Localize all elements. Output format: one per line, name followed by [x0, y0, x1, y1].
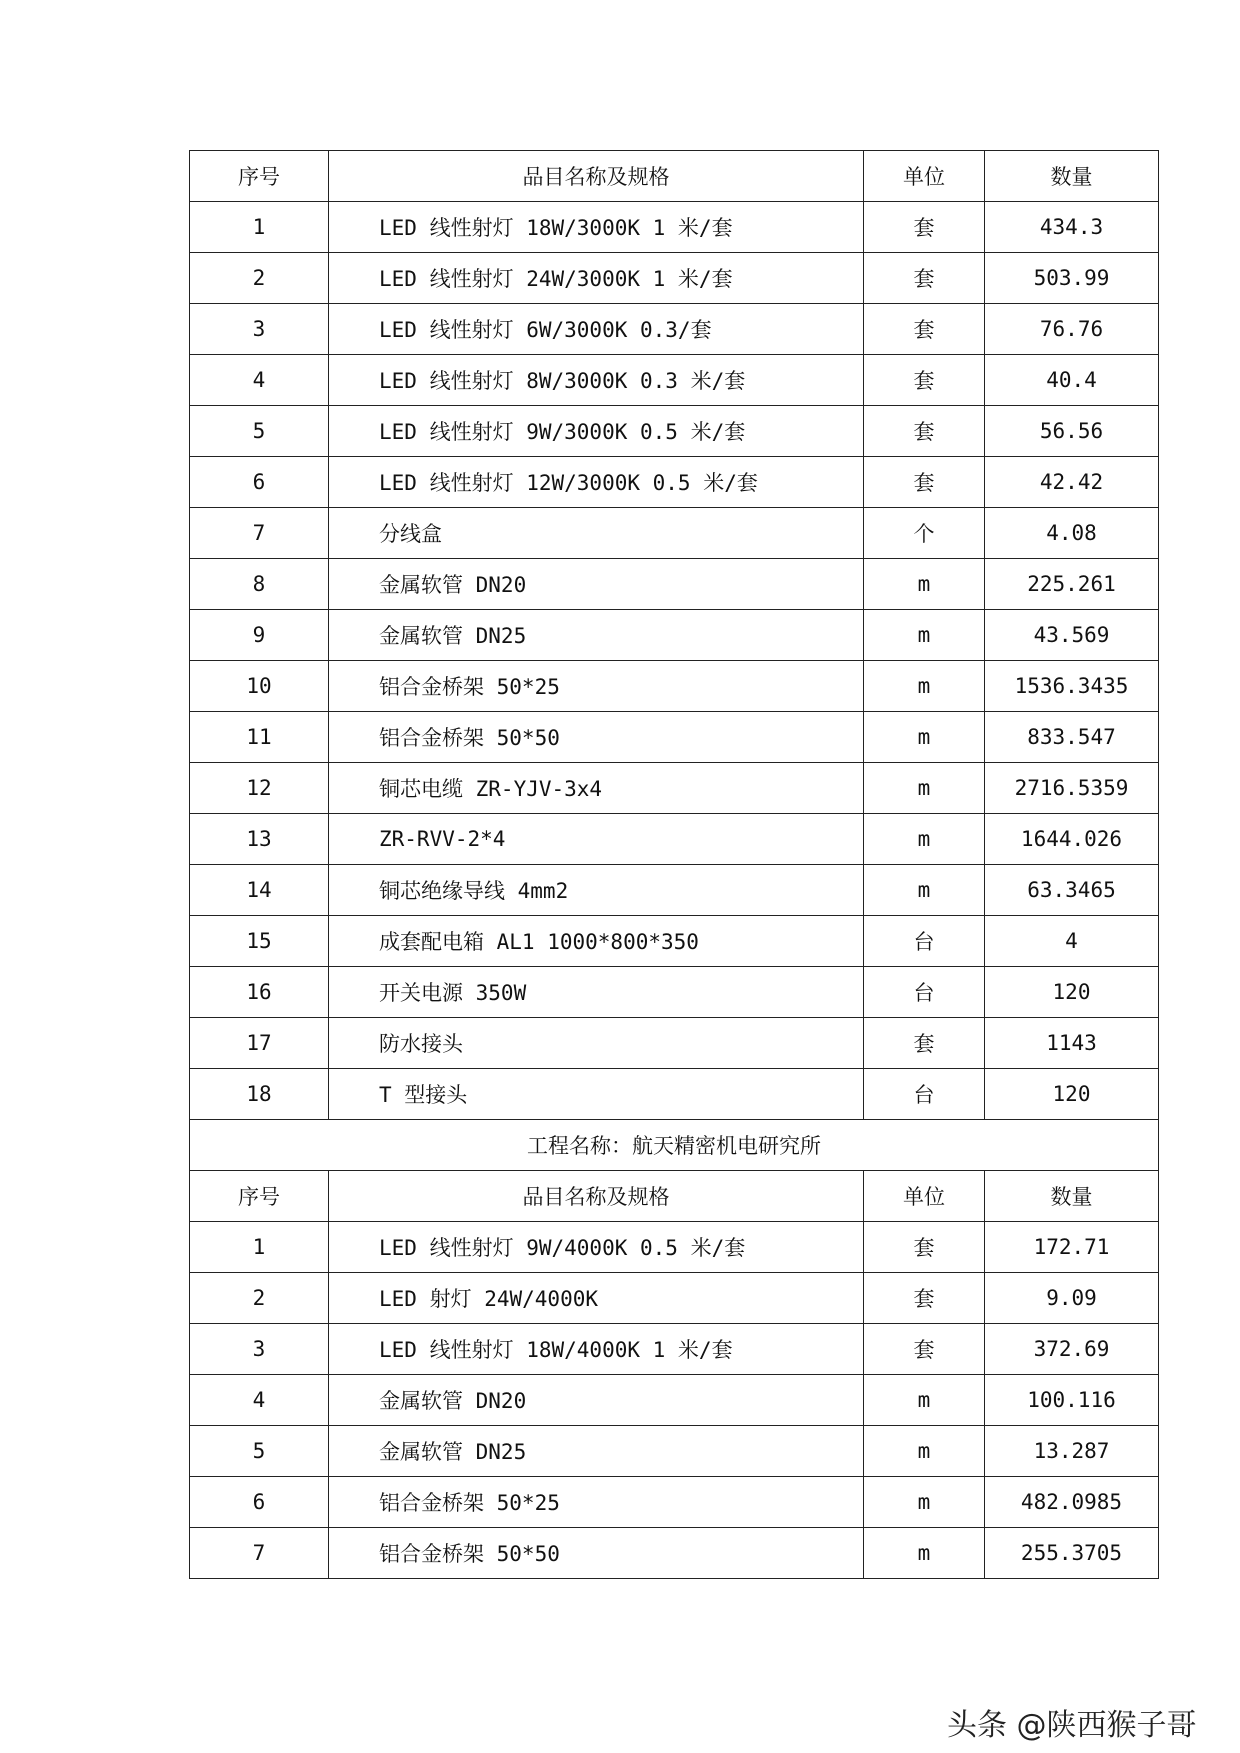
row-seq: 16: [190, 967, 329, 1018]
row-name: LED 线性射灯 24W/3000K 1 米/套: [329, 253, 864, 304]
table-row: [190, 1375, 1159, 1426]
row-seq: 1: [190, 1222, 329, 1273]
row-unit: 套: [864, 253, 985, 304]
row-seq: 8: [190, 559, 329, 610]
row-qty: 372.69: [985, 1324, 1159, 1375]
row-qty: 833.547: [985, 712, 1159, 763]
row-qty: 120: [985, 1069, 1159, 1120]
row-qty: 4: [985, 916, 1159, 967]
row-name: 金属软管 DN20: [329, 1375, 864, 1426]
row-qty: 2716.5359: [985, 763, 1159, 814]
table-row: [190, 202, 1159, 253]
row-unit: 台: [864, 916, 985, 967]
row-unit: m: [864, 661, 985, 712]
row-name: LED 线性射灯 8W/3000K 0.3 米/套: [329, 355, 864, 406]
table-row: [190, 406, 1159, 457]
table-header-row-2: [190, 1171, 1159, 1222]
row-seq: 10: [190, 661, 329, 712]
row-seq: 4: [190, 1375, 329, 1426]
row-unit: m: [864, 610, 985, 661]
watermark-text: 头条 @陕西猴子哥: [947, 1708, 1197, 1743]
row-name: 开关电源 350W: [329, 967, 864, 1018]
header-unit: 单位: [864, 1171, 985, 1222]
table-row: [190, 661, 1159, 712]
row-unit: m: [864, 865, 985, 916]
row-seq: 7: [190, 1528, 329, 1579]
header-qty: 数量: [985, 1171, 1159, 1222]
header-name: 品目名称及规格: [329, 1171, 864, 1222]
table-row: [190, 508, 1159, 559]
row-seq: 18: [190, 1069, 329, 1120]
table-row: [190, 712, 1159, 763]
row-seq: 4: [190, 355, 329, 406]
table-row: [190, 457, 1159, 508]
row-unit: m: [864, 712, 985, 763]
row-name: LED 线性射灯 9W/4000K 0.5 米/套: [329, 1222, 864, 1273]
row-seq: 2: [190, 1273, 329, 1324]
row-unit: 台: [864, 967, 985, 1018]
row-seq: 17: [190, 1018, 329, 1069]
row-name: 金属软管 DN25: [329, 1426, 864, 1477]
row-seq: 3: [190, 304, 329, 355]
materials-table-body: [190, 151, 1159, 1579]
row-qty: 225.261: [985, 559, 1159, 610]
row-qty: 1644.026: [985, 814, 1159, 865]
row-seq: 6: [190, 1477, 329, 1528]
row-qty: 1536.3435: [985, 661, 1159, 712]
row-qty: 40.4: [985, 355, 1159, 406]
row-name: LED 线性射灯 18W/3000K 1 米/套: [329, 202, 864, 253]
row-qty: 172.71: [985, 1222, 1159, 1273]
row-unit: 套: [864, 457, 985, 508]
row-qty: 63.3465: [985, 865, 1159, 916]
row-seq: 13: [190, 814, 329, 865]
table-row: [190, 1528, 1159, 1579]
table-row: [190, 355, 1159, 406]
header-name: 品目名称及规格: [329, 151, 864, 202]
row-unit: m: [864, 814, 985, 865]
row-name: 铝合金桥架 50*50: [329, 712, 864, 763]
row-seq: 1: [190, 202, 329, 253]
row-seq: 6: [190, 457, 329, 508]
row-name: 金属软管 DN20: [329, 559, 864, 610]
row-unit: 套: [864, 1273, 985, 1324]
row-name: 铜芯绝缘导线 4mm2: [329, 865, 864, 916]
row-qty: 76.76: [985, 304, 1159, 355]
table-row: [190, 763, 1159, 814]
row-qty: 100.116: [985, 1375, 1159, 1426]
table-row: [190, 1477, 1159, 1528]
project-title: 工程名称：航天精密机电研究所: [190, 1120, 1159, 1171]
row-qty: 120: [985, 967, 1159, 1018]
row-unit: m: [864, 1375, 985, 1426]
row-name: 铜芯电缆 ZR-YJV-3x4: [329, 763, 864, 814]
row-qty: 1143: [985, 1018, 1159, 1069]
row-unit: m: [864, 1426, 985, 1477]
row-seq: 12: [190, 763, 329, 814]
row-qty: 434.3: [985, 202, 1159, 253]
row-name: 成套配电箱 AL1 1000*800*350: [329, 916, 864, 967]
row-unit: m: [864, 1528, 985, 1579]
header-seq: 序号: [190, 151, 329, 202]
row-qty: 503.99: [985, 253, 1159, 304]
table-row: [190, 1273, 1159, 1324]
table-row: [190, 253, 1159, 304]
row-name: 防水接头: [329, 1018, 864, 1069]
row-name: 铝合金桥架 50*25: [329, 1477, 864, 1528]
table-header-row: [190, 151, 1159, 202]
row-seq: 5: [190, 1426, 329, 1477]
row-qty: 56.56: [985, 406, 1159, 457]
project-title-row: [190, 1120, 1159, 1171]
row-qty: 482.0985: [985, 1477, 1159, 1528]
row-name: LED 线性射灯 18W/4000K 1 米/套: [329, 1324, 864, 1375]
header-seq: 序号: [190, 1171, 329, 1222]
header-unit: 单位: [864, 151, 985, 202]
table-row: [190, 610, 1159, 661]
row-unit: m: [864, 1477, 985, 1528]
table-row: [190, 916, 1159, 967]
row-name: 铝合金桥架 50*50: [329, 1528, 864, 1579]
table-row: [190, 559, 1159, 610]
row-seq: 14: [190, 865, 329, 916]
materials-table: [189, 150, 1159, 1579]
row-qty: 255.3705: [985, 1528, 1159, 1579]
table-row: [190, 1324, 1159, 1375]
row-name: LED 线性射灯 9W/3000K 0.5 米/套: [329, 406, 864, 457]
table-row: [190, 304, 1159, 355]
row-seq: 2: [190, 253, 329, 304]
row-unit: 套: [864, 202, 985, 253]
row-seq: 7: [190, 508, 329, 559]
row-name: 分线盒: [329, 508, 864, 559]
row-seq: 15: [190, 916, 329, 967]
row-seq: 9: [190, 610, 329, 661]
row-unit: 套: [864, 355, 985, 406]
table-row: [190, 1018, 1159, 1069]
row-seq: 11: [190, 712, 329, 763]
row-unit: 个: [864, 508, 985, 559]
table-row: [190, 1069, 1159, 1120]
row-seq: 3: [190, 1324, 329, 1375]
row-qty: 9.09: [985, 1273, 1159, 1324]
row-unit: 套: [864, 1324, 985, 1375]
row-unit: 套: [864, 1222, 985, 1273]
header-qty: 数量: [985, 151, 1159, 202]
table-row: [190, 1426, 1159, 1477]
row-unit: 套: [864, 1018, 985, 1069]
row-name: T 型接头: [329, 1069, 864, 1120]
row-unit: m: [864, 559, 985, 610]
row-unit: 台: [864, 1069, 985, 1120]
row-qty: 4.08: [985, 508, 1159, 559]
row-name: LED 线性射灯 6W/3000K 0.3/套: [329, 304, 864, 355]
table-row: [190, 814, 1159, 865]
row-unit: 套: [864, 406, 985, 457]
row-name: ZR-RVV-2*4: [329, 814, 864, 865]
row-qty: 42.42: [985, 457, 1159, 508]
row-qty: 13.287: [985, 1426, 1159, 1477]
row-name: LED 射灯 24W/4000K: [329, 1273, 864, 1324]
row-unit: m: [864, 763, 985, 814]
row-unit: 套: [864, 304, 985, 355]
row-qty: 43.569: [985, 610, 1159, 661]
table-row: [190, 865, 1159, 916]
row-name: LED 线性射灯 12W/3000K 0.5 米/套: [329, 457, 864, 508]
table-row: [190, 967, 1159, 1018]
row-name: 铝合金桥架 50*25: [329, 661, 864, 712]
table-row: [190, 1222, 1159, 1273]
row-name: 金属软管 DN25: [329, 610, 864, 661]
row-seq: 5: [190, 406, 329, 457]
